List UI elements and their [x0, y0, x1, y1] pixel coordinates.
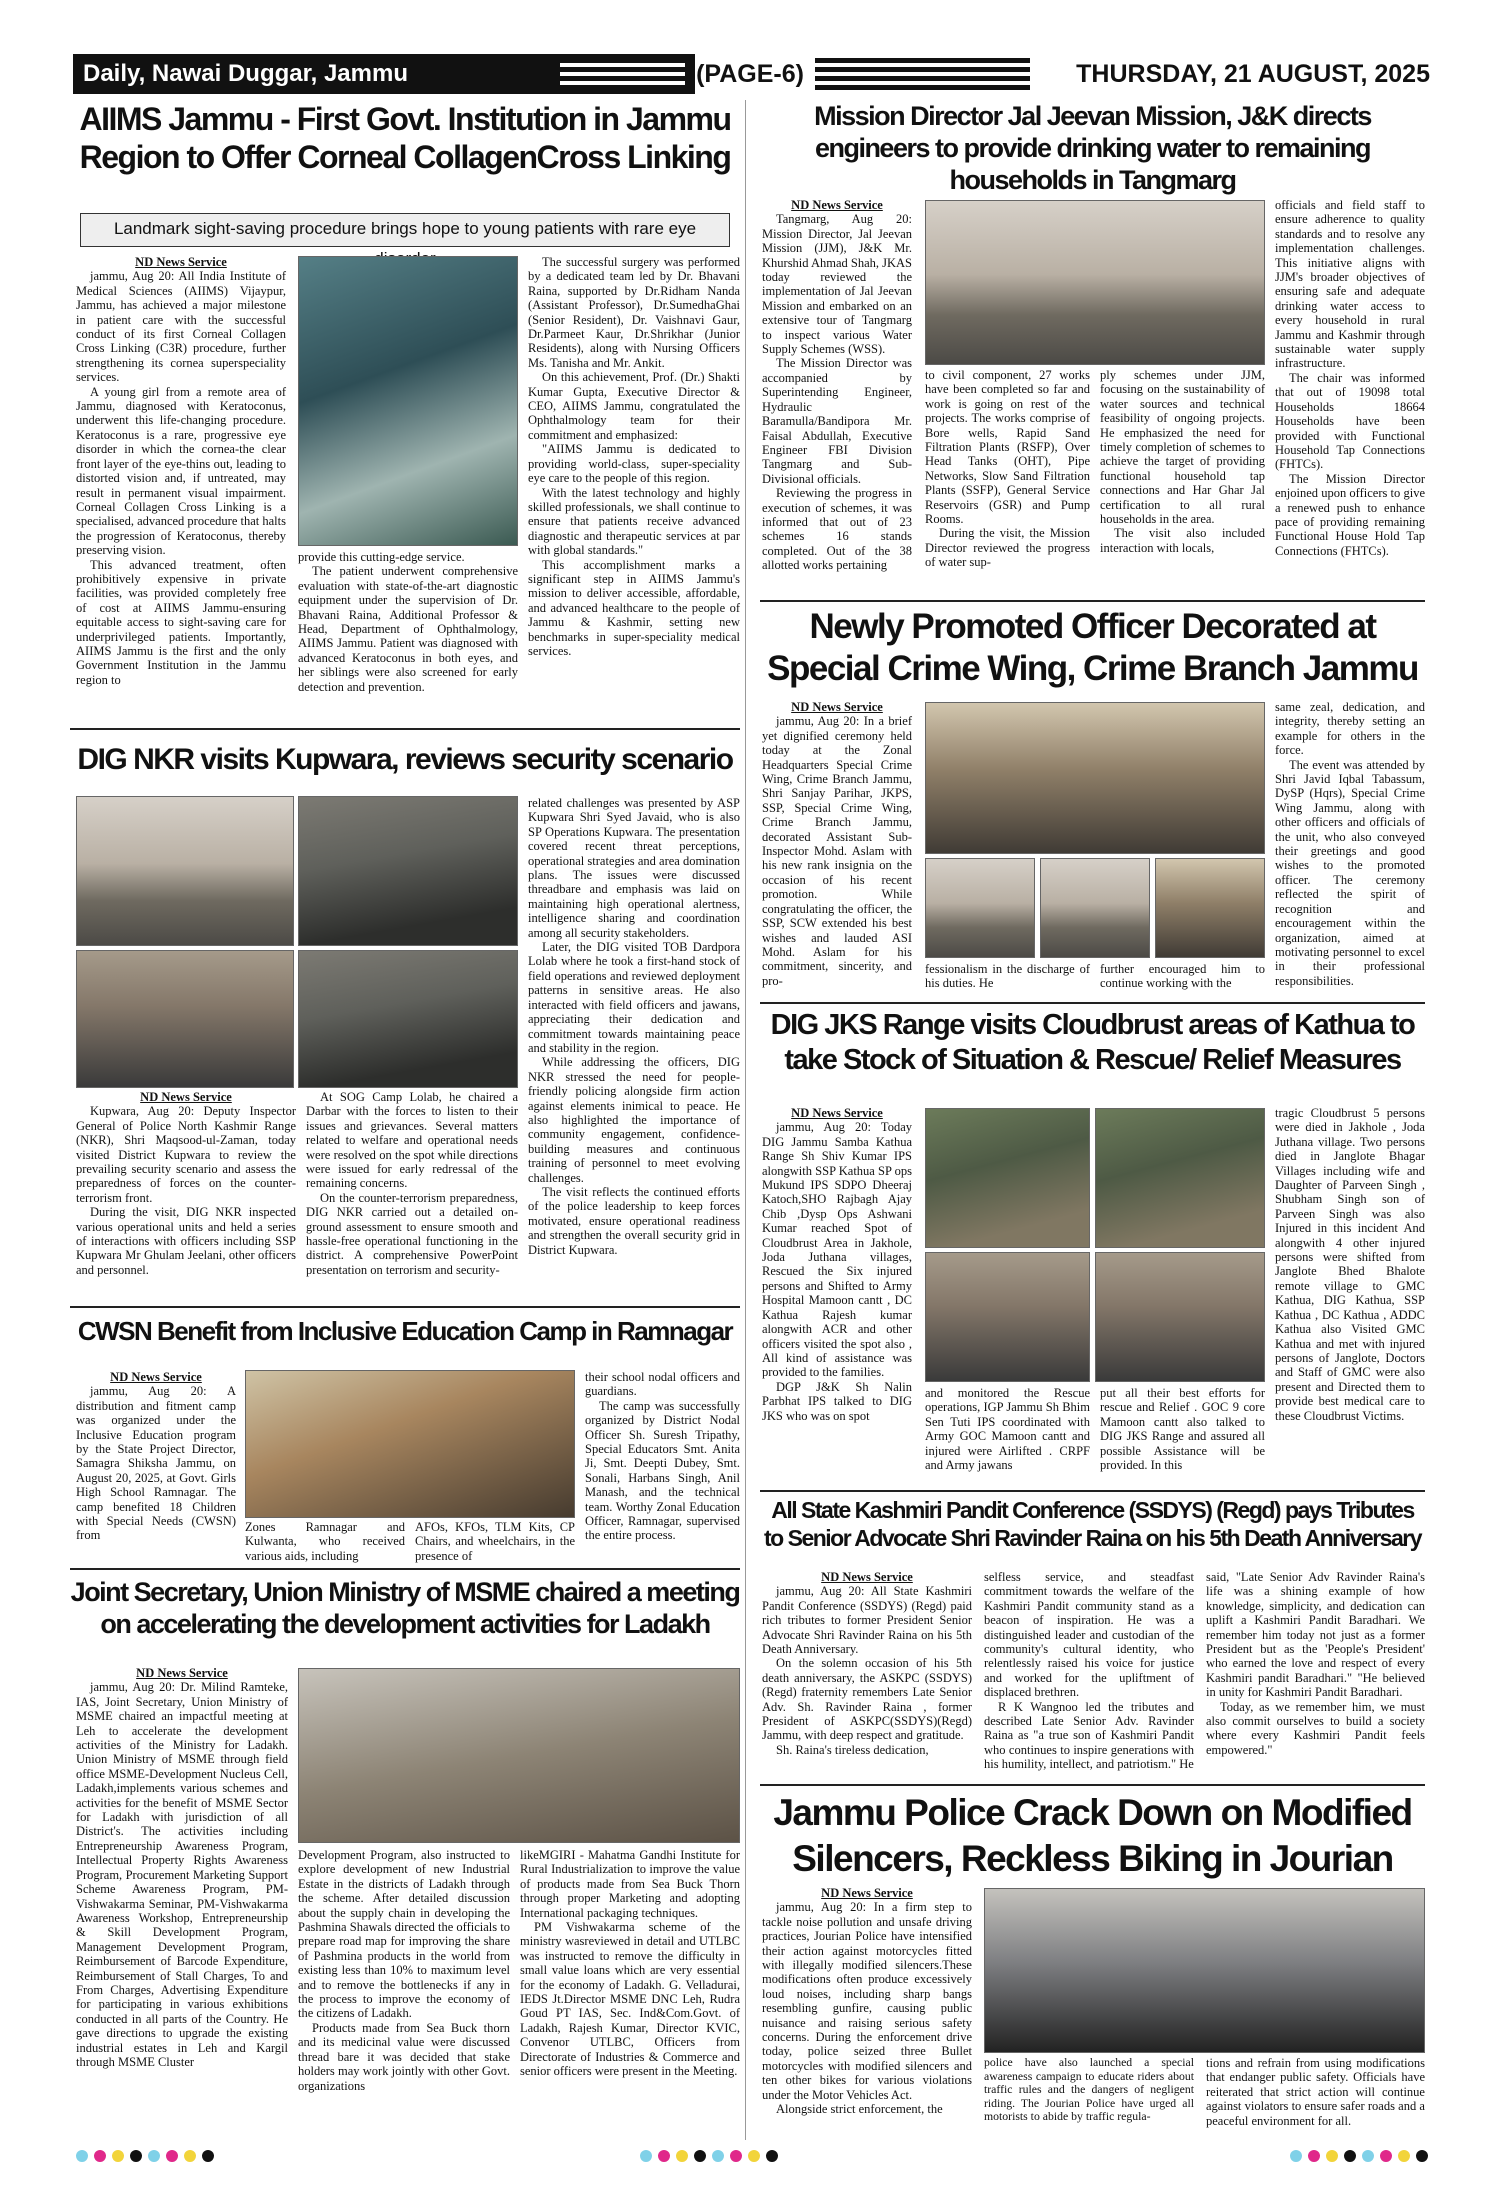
paragraph: jammu, Aug 20: Today DIG Jammu Samba Kathua Range Sh Shiv Kumar IPS alongwith SSP Kathua SP ops Mukund IPS SDPO Dheeraj Katoch,SHO Rajbagh Ajay Chib ,Dysp Ops Ashwani Kumar reached Spot of Cloudbrust Area in Jakhole, Joda Juthana villages, Rescued the Six injured persons and Shifted to Army Hospital Mamoon cantt , DC Kathua Rajesh kumar alongwith ACR and other officers visited the spot also , All kind of assistance was provided to the families. — [762, 1120, 912, 1380]
paragraph: PM Vishwakarma scheme of the ministry wasreviewed in detail and UTLBC was instructed to remove the difficulty in small value loans which are very essential for the economy of Ladakh. G. Velladurai, IEDS Jt.Director MSME DNC Leh, Rudra Goud PT IAS, Sec. Ind&Com.Govt. of Ladakh, Rajesh Kumar, Director KVIC, Convenor UTLBC, Officers from Directorate of Industries & Commerce and senior officers were present in the Meeting. — [520, 1920, 740, 2079]
article-column — [298, 1848, 510, 2136]
registration-dot — [112, 2150, 124, 2162]
article-headline: AIIMS Jammu - First Govt. Institution in Jammu Region to Offer Corneal CollagenCross Linking — [79, 101, 731, 175]
paragraph: fessionalism in the discharge of his duties. He — [925, 962, 1090, 991]
header-rule-right — [815, 58, 1030, 90]
paragraph: This accomplishment marks a significant step in AIIMS Jammu's mission to deliver accessible, affordable, and advanced healthcare to the people of Jammu & Kashmir, setting new benchmarks in super-speciality medical services. — [528, 557, 740, 658]
paragraph: On this achievement, Prof. (Dr.) Shakti Kumar Gupta, Executive Director & CEO, AIIMS Jammu, congratulated the Ophthalmology team for their commitment and emphasized: — [528, 370, 740, 442]
article-headline: CWSN Benefit from Inclusive Education Camp in Ramnagar — [77, 1316, 733, 1346]
paragraph: The Mission Director enjoined upon officers to give a renewed push to enhance pace of providing remaining Functional House Hold Tap Connections (FHTCs). — [1275, 471, 1425, 558]
article-column — [585, 1370, 740, 1562]
article-column — [1100, 368, 1265, 596]
registration-dot — [130, 2150, 142, 2162]
article-column — [76, 1666, 288, 2136]
seized-motorcycles-photo — [984, 1888, 1425, 2053]
article-column — [528, 255, 740, 725]
article-column — [1275, 700, 1425, 998]
registration-dot — [676, 2150, 688, 2162]
registration-dot — [712, 2150, 724, 2162]
registration-dot — [1416, 2150, 1428, 2162]
article-column — [306, 1090, 518, 1302]
paragraph: On the counter-terrorism preparedness, DIG NKR carried out a detailed on-ground assessment to ensure smooth and hassle-free operational functioning in the district. A comprehensive PowerPoint presentation on terrorism and security- — [306, 1190, 518, 1277]
article-column — [762, 1886, 972, 2136]
print-registration-marks — [640, 2150, 840, 2166]
paragraph: Today, as we remember him, we must also commit ourselves to build a society where every Kashmiri Pandit feels empowered." — [1206, 1699, 1425, 1757]
article-separator — [760, 600, 1425, 602]
article-column — [1100, 1386, 1265, 1486]
paragraph: jammu, Aug 20: A distribution and fitment camp was organized under the Inclusive Education program by the State Project Director, Samagra Shiksha Jammu, on August 20, 2025, at Govt. Girls High School Ramnagar. The camp benefited 18 Children with Special Needs (CWSN) from — [76, 1384, 236, 1543]
byline: ND News Service — [821, 1886, 913, 1900]
registration-dot — [1290, 2150, 1302, 2162]
registration-dot — [1326, 2150, 1338, 2162]
byline: ND News Service — [135, 255, 227, 269]
paragraph: Products made from Sea Buck thorn and its medicinal value were discussed thread bare it was decided that stake holders may work jointly with other Govt. organizations — [298, 2020, 510, 2093]
registration-dot — [94, 2150, 106, 2162]
paragraph: Development Program, also instructed to explore development of new Industrial Estate in the districts of Ladakh through the scheme. After detailed discussion about the supply chain in developing the Pashmina Shawals directed the officials to prepare road map for improving the share of Pashmina products in the world from existing less than 10% to maximum level and to remove the bottlenecks if any in the process to improve the economy of the citizens of Ladakh. — [298, 1848, 510, 2021]
article-headline: Newly Promoted Officer Decorated at Special Crime Wing, Crime Branch Jammu — [767, 607, 1418, 688]
article-column — [76, 1370, 236, 1560]
paragraph: to civil component, 27 works have been completed so far and work is going on rest of the projects. The works comprise of Bore wells, Rapid Sand Filtration Plants (RSFP), Over Head Tanks (OHT), Pipe Networks, Slow Sand Filtration Plants (SSFP), General Service Reservoirs (GSR) and Pump Rooms. — [925, 368, 1090, 527]
article-separator — [760, 1002, 1425, 1004]
paragraph: The chair was informed that out of 19098 total Households 18664 Households have been provided with Functional Household Tap Connections (FHTCs). — [1275, 370, 1425, 472]
article-subheadline: Landmark sight-saving procedure brings hope to young patients with rare eye — [80, 213, 730, 247]
registration-dot — [184, 2150, 196, 2162]
article-separator — [70, 728, 740, 730]
paragraph: tragic Cloudbrust 5 persons were died in Jakhole , Joda Juthana village. Two persons died in Janglote Bhagar Villages including wife and Daughter of Parveen Singh , Shubham Singh son of Parveen Singh was also Injured in this incident And alongwith 4 other injured persons were shifted from Janglote Bhed Bhalote remote village to GMC Kathua, DIG Kathua, SSP Kathua , DC Kathua , ADDC Kathua also Visited GMC Kathua and met with injured persons of Janglote, Doctors and Staff of GMC were also present and Directed them to provide best medical care to these Cloudbrust Victims. — [1275, 1106, 1425, 1423]
presentation-photo — [298, 950, 518, 1088]
article-separator — [70, 1306, 740, 1308]
paragraph: The event was attended by Shri Javid Iqbal Tabassum, DySP (Hqrs), Special Crime Wing Jammu, along with other officers and officials of the unit, who also conveyed their greetings and good wishes to the promoted officer. The ceremony reflected the spirit of recognition and encouragement within the organization, aimed at motivating personnel to excel in their professional responsibilities. — [1275, 757, 1425, 988]
article-headline: DIG JKS Range visits Cloudbrust areas of Kathua to take Stock of Situation & Rescue/ Relief Measures — [770, 1009, 1415, 1076]
paragraph: provide this cutting-edge service. — [298, 550, 465, 564]
article-column — [1100, 962, 1265, 998]
paragraph: AFOs, KFOs, TLM Kits, CP Chairs, and wheelchairs, in the presence of — [415, 1520, 575, 1563]
issue-date: THURSDAY, 21 AUGUST, 2025 — [1076, 60, 1430, 88]
registration-dot — [766, 2150, 778, 2162]
byline: ND News Service — [821, 1570, 913, 1584]
article-headline: All State Kashmiri Pandit Conference (SSDYS) (Regd) pays Tributes to Senior Advocate Shri Ravinder Raina on his 5th Death Anniversary — [764, 1497, 1421, 1551]
registration-dot — [1344, 2150, 1356, 2162]
article-column — [925, 962, 1090, 998]
article-column — [528, 796, 740, 1302]
paragraph: The Mission Director was accompanied by Superintending Engineer, Hydraulic Baramulla/Bandipora Mr. Faisal Abdullah, Executive Engineer FBI Division Tangmarg and Sub-Divisional officials. — [762, 356, 912, 486]
officers-photo — [76, 950, 294, 1088]
article-separator — [70, 1568, 740, 1570]
byline: ND News Service — [136, 1666, 228, 1680]
paragraph: said, "Late Senior Adv Ravinder Raina's life was a shining example of how knowledge, simplicity, and dedication can uplift a Kashmiri Pandit Baradhari. We remember him today not just as a former President but as the 'People's President' who earned the love and respect of every Kashmiri pandit Baradhari." "He believed in unity for Kashmiri Pandit Baradhari. — [1206, 1570, 1425, 1700]
registration-dot — [148, 2150, 160, 2162]
article-column — [1206, 2056, 1425, 2136]
paragraph: Tangmarg, Aug 20: Mission Director, Jal Jeevan Mission (JJM), J&K Mr. Khurshid Ahmad Shah, JKAS today reviewed the implementation of Jal Jeevan Mission and embarked on an extensive tour of Tangmarg to inspect various Water Supply Schemes (WSS). — [762, 212, 913, 357]
article-column — [245, 1520, 405, 1562]
article-column — [925, 368, 1090, 596]
article-column — [1206, 1570, 1425, 1780]
article-column — [762, 1106, 912, 1486]
registration-dot — [640, 2150, 652, 2162]
paragraph: likeMGIRI - Mahatma Gandhi Institute for Rural Industrialization to improve the value of products made from Sea Buck Thorn through proper Marketing and adopting International packaging techniques. — [520, 1848, 740, 1920]
masthead-publication: Daily, Nawai Duggar, Jammu — [73, 54, 695, 94]
article-column — [762, 198, 912, 596]
paragraph: A young girl from a remote area of Jammu, diagnosed with Keratoconus, underwent this life-changing procedure. Keratoconus is a rare, progressive eye disorder in which the cornea-the clear front layer of the eye-thins out, leading to distorted vision and, if untreated, may result in permanent visual impairment. Corneal Collagen Cross Linking is a specialised, advanced procedure that halts the progression of Keratoconus, thereby preserving vision. — [76, 384, 286, 558]
registration-dot — [1308, 2150, 1320, 2162]
registration-dot — [166, 2150, 178, 2162]
registration-dot — [1380, 2150, 1392, 2162]
paragraph: On the solemn occasion of his 5th death anniversary, the ASKPC (SSDYS)(Regd) fraternity remembers Late Senior Adv. Sh. Ravinder Raina , former President of ASKPC(SSDYS)(Regd) Jammu, with deep respect and gratitude. — [762, 1656, 972, 1743]
paragraph: With the latest technology and highly skilled professionals, we shall continue to ensure that patients receive advanced diagnostic and therapeutic services at par with global standards." — [528, 485, 740, 558]
article-separator — [760, 1784, 1425, 1786]
article-column — [925, 1386, 1090, 1486]
paragraph: their school nodal officers and guardians. — [585, 1370, 740, 1399]
paragraph: While addressing the officers, DIG NKR stressed the need for people-friendly policing alongside firm action against elements inimical to peace. He also highlighted the importance of community engagement, confidence-building measures and continuous training of personnel to meet evolving challenges. — [528, 1055, 740, 1185]
article-column — [984, 1570, 1194, 1780]
paragraph: jammu, Aug 20: In a firm step to tackle noise pollution and unsafe driving practices, Jourian Police have intensified their action against motorcycles fitted with illegally modified silencers.These modifications often produce excessively loud noises, including sharp bangs resembling gunfire, causing public nuisance and raising serious safety concerns. During the enforcement drive today, police seized three Bullet motorcycles with modified silencers and ten other bikes for various violations under the Motor Vehicles Act. — [762, 1900, 972, 2102]
registration-dot — [1398, 2150, 1410, 2162]
header-rule-left — [560, 58, 685, 90]
officer-photo — [925, 858, 1035, 958]
paragraph: jammu, Aug 20: In a brief yet dignified ceremony held today at the Zonal Headquarters Special Crime Wing, Crime Branch Jammu, Shri Sanjay Parihar, JKPS, SSP, Special Crime Wing, Crime Branch Jammu, decorated Assistant Sub-Inspector Mohd. Aslam with his new rank insignia on the occasion of his recent promotion. While congratulating the officer, the SSP, SCW extended his best wishes and lauded ASI Mohd. Aslam for his commitment, sincerity, and pro- — [762, 714, 912, 988]
paragraph: During the visit, the Mission Director reviewed the progress of water sup- — [925, 526, 1090, 570]
column-divider — [745, 100, 746, 2140]
paragraph: ply schemes under JJM, focusing on the sustainability of water sources and technical feasibility of ongoing projects. He emphasized the need for timely completion of schemes to achieve the target of providing functional household tap connections and Har Ghar Jal certification to all rural households in the area. — [1100, 368, 1265, 527]
print-registration-marks — [1290, 2150, 1490, 2166]
registration-dot — [76, 2150, 88, 2162]
paragraph: tions and refrain from using modifications that endanger public safety. Officials have reiterated that strict action will continue against violators to ensure safer roads and a peaceful environment for all. — [1206, 2056, 1425, 2128]
paragraph: Alongside strict enforcement, the — [776, 2102, 943, 2117]
registration-dot — [202, 2150, 214, 2162]
registration-dot — [1362, 2150, 1374, 2162]
surgery-photo — [298, 256, 518, 546]
registration-dot — [730, 2150, 742, 2162]
paragraph: jammu, Aug 20: Dr. Milind Ramteke, IAS, Joint Secretary, Union Ministry of MSME chaired an impactful meeting at Leh to accelerate the development activities of the Ministry for Ladakh. Union Ministry of MSME through field office MSME-Development Nucleus Cell, Ladakh,implements various schemes and activities for the benefit of MSME Sector for Ladakh with jurisdiction of all District's. The activities including Entrepreneurship Awareness Program, Intellectual Property Rights Awareness Program, Procurement Marketing Support Scheme Awareness Program, PM-Vishwakarma Seminar, PM-Vishwakarma Awareness Workshop, Entrepreneurship & Skill Development Program, Management Development Program, Reimbursement of Barcode Expenditure, Reimbursement of Stall Charges, To and From Charges, Advertising Expenditure for participating in various exhibitions conducted in all parts of the Country. He gave directions to upgrade the existing industrial estates in Leh and Kargil through MSME Cluster — [76, 1680, 288, 2069]
article-headline: DIG NKR visits Kupwara, reviews security scenario — [77, 743, 733, 776]
darbar-photo — [76, 796, 294, 946]
paragraph: "AIIMS Jammu is dedicated to providing world-class, super-speciality eye care to the people of this region. — [528, 442, 740, 486]
paragraph: same zeal, dedication, and integrity, thereby setting an example for others in the force. — [1275, 700, 1425, 758]
paragraph: further encouraged him to continue working with the — [1100, 962, 1265, 991]
article-headline: Mission Director Jal Jeevan Mission, J&K directs engineers to provide drinking water to remaining households in Tangmarg — [814, 101, 1371, 195]
paragraph: put all their best efforts for rescue and Relief . GOC 9 core Mamoon cantt also talked to DIG JKS Range and assured all possible Assistance will be provided. In this — [1100, 1386, 1265, 1473]
article-column — [762, 700, 912, 998]
paragraph: R K Wangnoo led the tributes and described Late Senior Adv. Ravinder Raina as "a true son of Kashmiri Pandit who continues to inspire generations with his humility, intellect, and patriotism." He — [984, 1699, 1194, 1772]
paragraph: This advanced treatment, often prohibitively expensive in private facilities, was provided completely free of cost at AIIMS Jammu-ensuring equitable access to sight-saving care for underprivileged patients. Importantly, AIIMS Jammu is the first and the only Government Institution in the Jammu region to — [76, 557, 286, 687]
paragraph: The camp was successfully organized by District Nodal Officer Sh. Suresh Tripathy, Special Educators Smt. Anita Ji, Smt. Deepti Dubey, Smt. Sonali, Harbans Singh, Anil Manash, and the technical team. Worthy Zonal Education Officer, Ramnagar, supervised the entire process. — [585, 1398, 740, 1543]
byline: ND News Service — [791, 1106, 883, 1120]
article-headline: Jammu Police Crack Down on Modified Silencers, Reckless Biking in Jourian — [773, 1792, 1412, 1879]
article-column — [1275, 1106, 1425, 1486]
article-separator — [760, 1490, 1425, 1492]
article-headline: Joint Secretary, Union Ministry of MSME chaired a meeting on accelerating the development activities for Ladakh — [70, 1577, 740, 1639]
article-column — [76, 1090, 296, 1302]
registration-dot — [748, 2150, 760, 2162]
article-column — [984, 2056, 1194, 2136]
paragraph: Later, the DIG visited TOB Dardpora Lolab where he took a first-hand stock of field operations and reviewed deployment patterns in sensitive areas. He also interacted with field officers and jawans, appreciating their dedication and commitment towards maintaining peace and stability in the region. — [528, 940, 740, 1055]
byline: ND News Service — [791, 198, 883, 212]
article-column — [520, 1848, 740, 2136]
paragraph: Reviewing the progress in execution of schemes, it was informed that out of 23 schemes 16 stands completed. Out of the 38 allotted works pertaining — [762, 486, 912, 573]
registration-dot — [658, 2150, 670, 2162]
paragraph: DGP J&K Sh Nalin Parbhat IPS talked to DIG JKS who was on spot — [762, 1379, 912, 1423]
paragraph: police have also launched a special awareness campaign to educate riders about traffic rules and the dangers of negligent riding. The Jourian Police have urged all motorists to abide by traffic regula- — [984, 2056, 1194, 2124]
msme-meeting-photo — [298, 1668, 740, 1843]
paragraph: The successful surgery was performed by a dedicated team led by Dr. Bhavani Raina, supported by Dr.Ridham Nanda (Assistant Professor), Dr.SumedhaGhai (Senior Resident), Dr. Vaishnavi Gaur, Dr.Parmeet Kaur, Dr.Shrikhar (Junior Residents), along with Nursing Officers Ms. Tanisha and Mr. Ankit. — [528, 255, 740, 370]
meeting-photo — [298, 796, 518, 946]
page-number: (PAGE-6) — [696, 60, 804, 88]
paragraph: The visit also included interaction with locals, — [1100, 526, 1265, 555]
paragraph: Sh. Raina's tireless dedication, — [776, 1742, 929, 1757]
article-column — [76, 255, 286, 725]
officer-photo — [1040, 858, 1150, 958]
print-registration-marks — [76, 2150, 276, 2166]
camp-group-photo — [245, 1370, 575, 1518]
rescue-team-photo — [1095, 1252, 1265, 1382]
paragraph: jammu, Aug 20: All India Institute of Medical Sciences (AIIMS) Vijaypur, Jammu, has achieved a major milestone in patient care with the successful conduct of its first Corneal Collagen Cross Linking (C3R) procedure, further strengthening its cornea superspeciality services. — [76, 269, 286, 385]
article-column — [298, 550, 518, 725]
article-column — [415, 1520, 575, 1562]
paragraph: The visit reflects the continued efforts of the police leadership to keep forces motivated, ensure operational readiness and strengthen the overall security grid in District Kupwara. — [528, 1184, 740, 1257]
paragraph: Zones Ramnagar and Kulwanta, who received various aids, including — [245, 1520, 405, 1563]
registration-dot — [694, 2150, 706, 2162]
jjm-review-photo — [925, 200, 1265, 365]
paragraph: During the visit, DIG NKR inspected various operational units and held a series of interactions with officers including SSP Kupwara Mr Ghulam Jeelani, other officers and personnel. — [76, 1205, 296, 1277]
cloudburst-site-photo — [925, 1108, 1090, 1248]
paragraph: related challenges was presented by ASP Kupwara Shri Syed Javaid, who is also SP Operations Kupwara. The presentation covered recent threat perceptions, operational strategies and area domination plans. The issues were discussed threadbare and emphasis was laid on maintaining high operational alertness, intelligence sharing and coordination among all security stakeholders. — [528, 796, 740, 940]
paragraph: Kupwara, Aug 20: Deputy Inspector General of Police North Kashmir Range (NKR), Shri Maqsood-ul-Zaman, today visited District Kupwara to review the prevailing security scenario and assess the preparedness of forces on the counter-terrorism front. — [76, 1104, 296, 1205]
paragraph: officials and field staff to ensure adherence to quality standards and to resolve any implementation challenges. This initiative aligns with JJM's broader objectives of ensuring safe and adequate drinking water access to every household in rural Jammu and Kashmir through sustainable water supply infrastructure. — [1275, 198, 1425, 371]
article-column — [762, 1570, 972, 1780]
article-column — [1275, 198, 1425, 596]
decoration-photo — [925, 702, 1265, 854]
officer-photo — [1155, 858, 1265, 958]
paragraph: The patient underwent comprehensive evaluation with state-of-the-art diagnostic equipment under the supervision of Dr. Bhavani Raina, Additional Professor & Head, Department of Ophthalmology, AIIMS Jammu. Patient was diagnosed with advanced Keratoconus in both eyes, and her siblings were also screened for early detection and prevention. — [298, 564, 518, 694]
paragraph: jammu, Aug 20: All State Kashmiri Pandit Conference (SSDYS) (Regd) paid rich tributes to former President Senior Advocate Shri Ravinder Raina on his 5th Death Anniversary. — [762, 1584, 972, 1657]
paragraph: selfless service, and steadfast commitment towards the welfare of the Kashmiri Pandit community stand as a beacon of inspiration. He was a distinguished leader and custodian of the community's cultural identity, who relentlessly raised his voice for justice and worked for the upliftment of displaced brethren. — [984, 1570, 1194, 1700]
byline: ND News Service — [110, 1370, 202, 1384]
byline: ND News Service — [140, 1090, 232, 1104]
cloudburst-site-photo — [1095, 1108, 1265, 1248]
paragraph: At SOG Camp Lolab, he chaired a Darbar with the forces to listen to their issues and grievances. Several matters related to welfare and operational needs were resolved on the spot while directions were issued for early redressal of the remaining concerns. — [306, 1090, 518, 1191]
paragraph: and monitored the Rescue operations, IGP Jammu Sh Bhim Sen Tuti IPS coordinated with Army GOC Mamoon cantt and injured were Airlifted . CRPF and Army jawans — [925, 1386, 1090, 1473]
rescue-team-photo — [925, 1252, 1090, 1382]
byline: ND News Service — [791, 700, 883, 714]
